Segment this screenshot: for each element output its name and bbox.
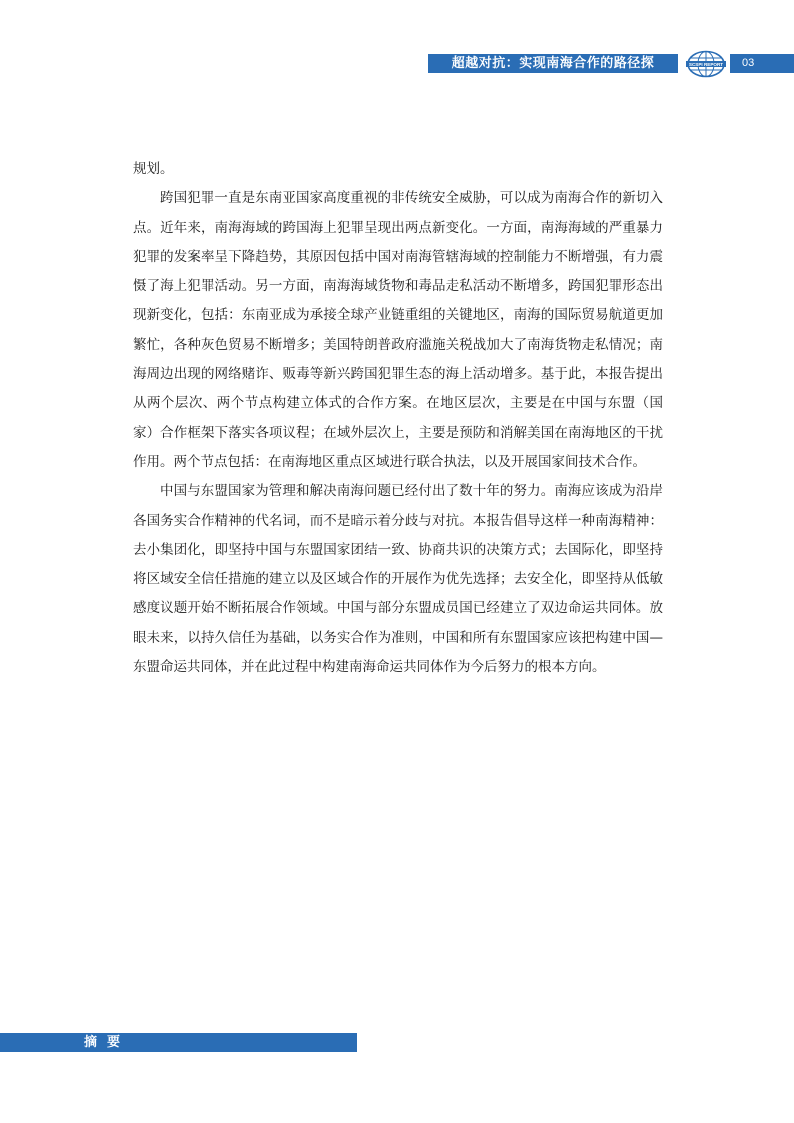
running-header-title: 超越对抗：实现南海合作的路径探 [428,54,678,73]
paragraph-south-china-sea-spirit: 中国与东盟国家为管理和解决南海问题已经付出了数十年的努力。南海应该成为沿岸各国务实合作精神的代名词，而不是暗示着分歧与对抗。本报告倡导这样一种南海精神：去小集团化，即坚持中国与东盟国家团结一致、协商共识的决策方式；去国际化，即坚持将区域安全信任措施的建立以及区域合作的开展作为优先选择；去安全化，即坚持从低敏感度议题开始不断拓展合作领域。中国与部分东盟成员国已经建立了双边命运共同体。放眼未来，以持久信任为基础，以务实合作为准则，中国和所有东盟国家应该把构建中国—东盟命运共同体，并在此过程中构建南海命运共同体作为今后努力的根本方向。 [133,483,663,676]
paragraph-transnational-crime: 跨国犯罪一直是东南亚国家高度重视的非传统安全威胁，可以成为南海合作的新切入点。近年来，南海海域的跨国海上犯罪呈现出两点新变化。一方面，南海海域的严重暴力犯罪的发案率呈下降趋势，其原因包括中国对南海管辖海域的控制能力不断增强，有力震慑了海上犯罪活动。另一方面，南海海域货物和毒品走私活动不断增多，跨国犯罪形态出现新变化，包括：东南亚成为承接全球产业链重组的关键地区，南海的国际贸易航道更加繁忙，各种灰色贸易不断增多；美国特朗普政府滥施关税战加大了南海货物走私情况；南海周边出现的网络赌诈、贩毒等新兴跨国犯罪生态的海上活动增多。基于此，本报告提出从两个层次、两个节点构建立体式的合作方案。在地区层次，主要是在中国与东盟（国家）合作框架下落实各项议程；在域外层次上，主要是预防和消解美国在南海地区的干扰作用。两个节点包括：在南海地区重点区域进行联合执法，以及开展国家间技术合作。 [133,190,663,470]
page-number: 03 [730,54,794,73]
body-text [133,155,663,682]
scspi-report-logo [686,50,726,78]
globe-logo-icon [686,50,726,78]
section-label-footer: 摘要 [0,1033,357,1052]
logo-text: SCSPI REPORT [688,61,724,67]
paragraph-continuation: 规划。 [133,161,174,177]
